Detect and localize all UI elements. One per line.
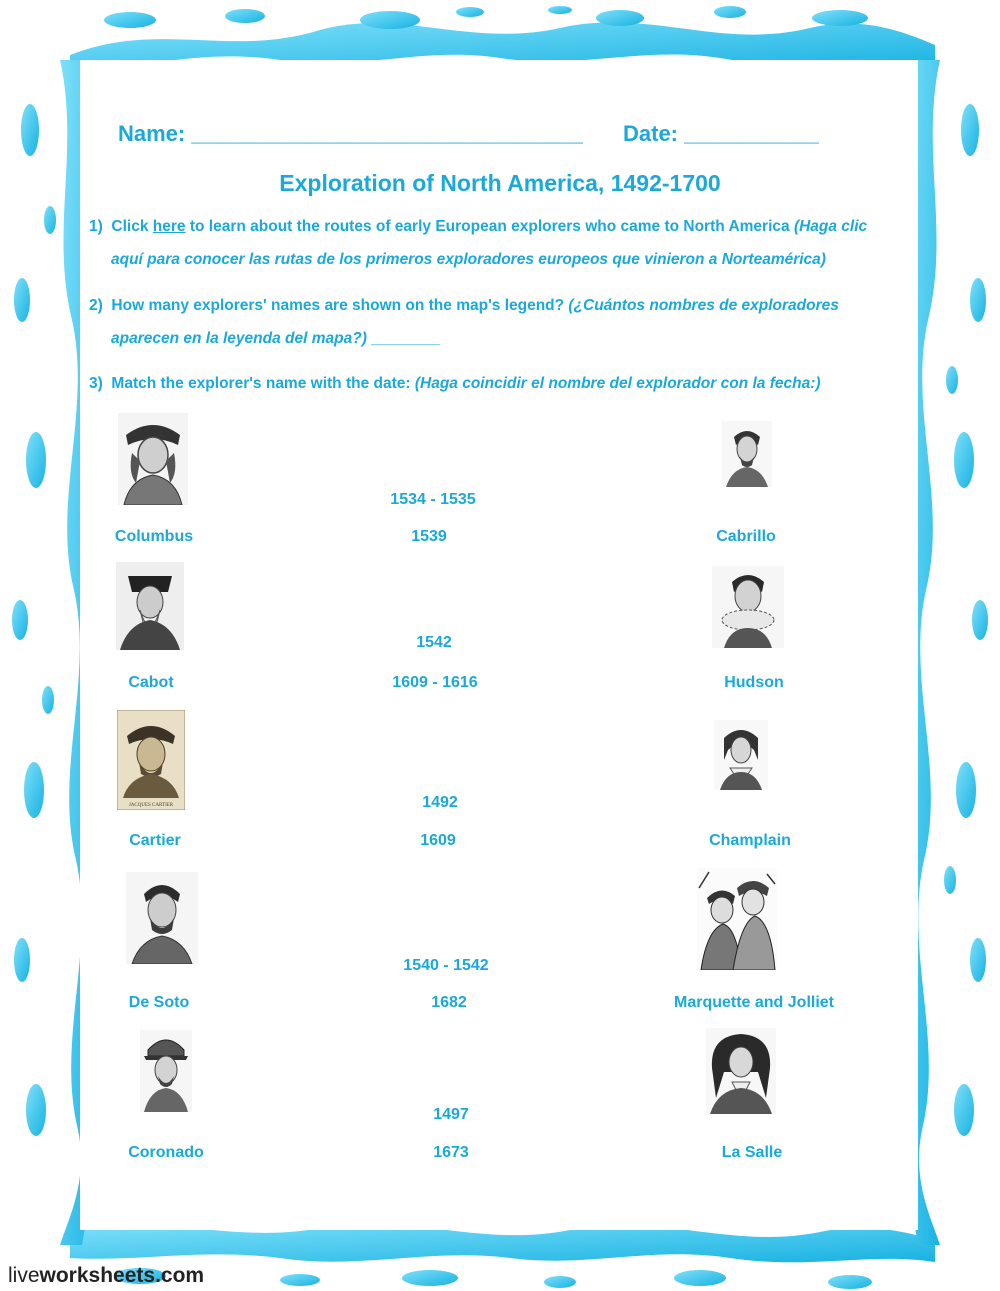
question-1-pre: Click [111, 218, 149, 235]
liveworksheets-logo [8, 1264, 204, 1288]
explorer-name-la-salle: La Salle [721, 1144, 783, 1161]
name-blank: ________________________________ [191, 121, 583, 146]
date-option[interactable]: 1534 - 1535 [390, 491, 476, 508]
champlain-portrait [714, 720, 768, 790]
de-soto-portrait [126, 872, 198, 964]
explorer-name-columbus: Columbus [114, 528, 194, 545]
explorer-name-cartier: Cartier [129, 832, 181, 849]
page-title: Exploration of North America, 1492-1700 [279, 170, 721, 196]
question-3 [89, 375, 821, 393]
question-2-line-1 [89, 297, 839, 315]
date-label: Date: [623, 121, 679, 146]
la-salle-portrait [706, 1028, 776, 1114]
date-option[interactable]: 1497 [433, 1106, 469, 1123]
date-option[interactable]: 1540 - 1542 [403, 957, 489, 974]
here-link[interactable]: here [152, 218, 186, 235]
date-option[interactable]: 1542 [416, 634, 452, 651]
date-option[interactable]: 1609 [420, 832, 456, 849]
date-option[interactable]: 1673 [433, 1144, 469, 1161]
cartier-portrait-caption: JACQUES CARTIER [128, 803, 174, 808]
answer-blank[interactable]: ________ [371, 330, 441, 347]
question-1-number: 1) [89, 218, 103, 235]
explorer-name-de-soto: De Soto [128, 994, 190, 1011]
question-2-number: 2) [89, 297, 103, 314]
question-2-text: How many explorers' names are shown on the map's legend? [111, 297, 565, 314]
hudson-portrait [712, 566, 784, 648]
date-option[interactable]: 1539 [411, 528, 447, 545]
date-option[interactable]: 1682 [431, 994, 467, 1011]
explorer-name-champlain: Champlain [709, 832, 791, 849]
name-field [118, 121, 583, 147]
question-1-spanish-a: (Haga clic [793, 218, 868, 235]
cabot-portrait [116, 562, 184, 650]
question-1-spanish-b: aquí para conocer las rutas de los primeros exploradores europeos que vinieron a Norteamérica) [111, 251, 826, 268]
name-label: Name: [118, 121, 186, 146]
cabrillo-portrait [722, 421, 772, 487]
date-option[interactable]: 1492 [422, 794, 458, 811]
date-field [623, 121, 819, 147]
question-3-spanish: (Haga coincidir el nombre del explorador con la fecha:) [414, 375, 821, 392]
cartier-portrait [117, 710, 185, 810]
question-1-text: to learn about the routes of early European explorers who came to North America [189, 218, 790, 235]
question-2-line-2 [111, 330, 440, 348]
brand-light: live [8, 1264, 40, 1287]
explorer-name-hudson: Hudson [724, 674, 784, 691]
brand-bold: worksheets [39, 1264, 156, 1287]
coronado-portrait [140, 1030, 192, 1112]
question-1-line-2 [111, 251, 826, 269]
explorer-name-coronado: Coronado [128, 1144, 204, 1161]
columbus-portrait [118, 413, 188, 505]
date-option[interactable]: 1609 - 1616 [392, 674, 478, 691]
marquette-and-jolliet-portrait [697, 868, 777, 970]
question-3-number: 3) [89, 375, 103, 392]
date-blank: ___________ [684, 121, 819, 146]
question-2-spanish-a: (¿Cuántos nombres de exploradores [568, 297, 839, 314]
brand-tld: .com [155, 1264, 205, 1287]
explorer-name-marquette-and-jolliet: Marquette and Jolliet [673, 994, 835, 1011]
question-3-text: Match the explorer's name with the date: [111, 375, 411, 392]
question-1-line-1 [89, 218, 867, 236]
question-2-spanish-b: aparecen en la leyenda del mapa?) [111, 330, 367, 347]
explorer-name-cabot: Cabot [128, 674, 174, 691]
explorer-name-cabrillo: Cabrillo [716, 528, 776, 545]
